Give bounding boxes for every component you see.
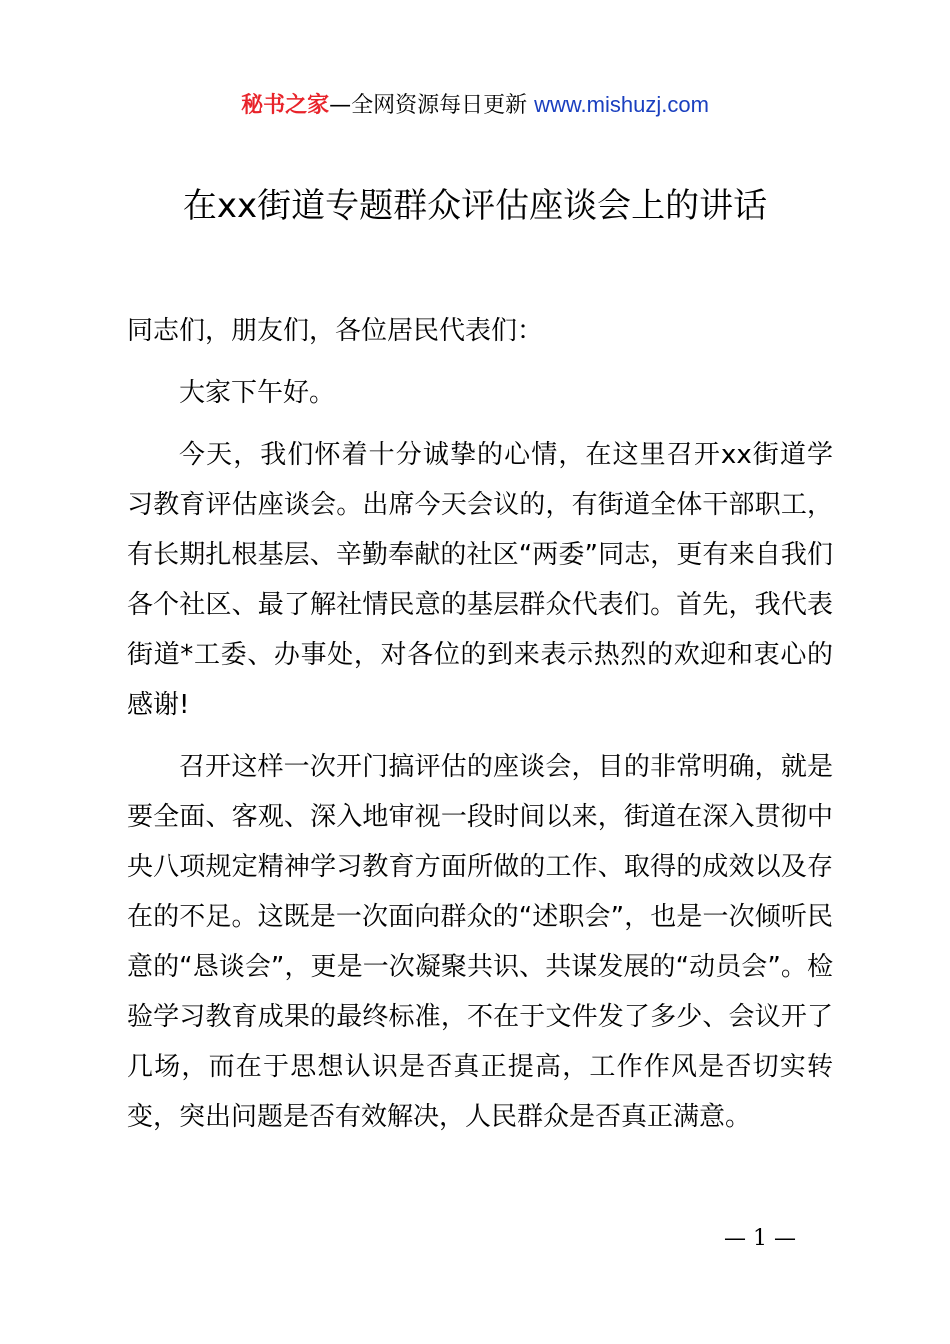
document-title: 在xx街道专题群众评估座谈会上的讲话 [182,186,768,226]
site-header [0,88,950,123]
body-paragraph: 今天，我们怀着十分诚挚的心情，在这里召开xx街道学习教育评估座谈会。出席今天会议的，有街道全体干部职工，有长期扎根基层、辛勤奉献的社区“两委”同志，更有来自我们各个社区、最了解社情民意的基层群众代表们。首先，我代表街道*工委、办事处，对各位的到来表示热烈的欢迎和衷心的感谢! [127,440,833,720]
salutation-paragraph: 同志们，朋友们，各位居民代表们： [127,316,544,346]
page-number: — 1 — [724,1226,796,1251]
site-url-link[interactable]: www.mishuzj.com [534,92,709,117]
header-tagline: —全网资源每日更新 [329,93,535,118]
body-paragraph: 召开这样一次开门搞评估的座谈会，目的非常明确，就是要全面、客观、深入地审视一段时间以来，街道在深入贯彻中央八项规定精神学习教育方面所做的工作、取得的成效以及存在的不足。这既是一次面向群众的“述职会”，也是一次倾听民意的“恳谈会”，更是一次凝聚共识、共谋发展的“动员会”。检验学习教育成果的最终标准，不在于文件发了多少、会议开了几场，而在于思想认识是否真正提高，工作作风是否切实转变，突出问题是否有效解决，人民群众是否真正满意。 [127,752,833,1132]
document-body [127,306,833,1154]
brand-name: 秘书之家 [241,93,330,118]
greeting-paragraph: 大家下午好。 [179,378,336,408]
